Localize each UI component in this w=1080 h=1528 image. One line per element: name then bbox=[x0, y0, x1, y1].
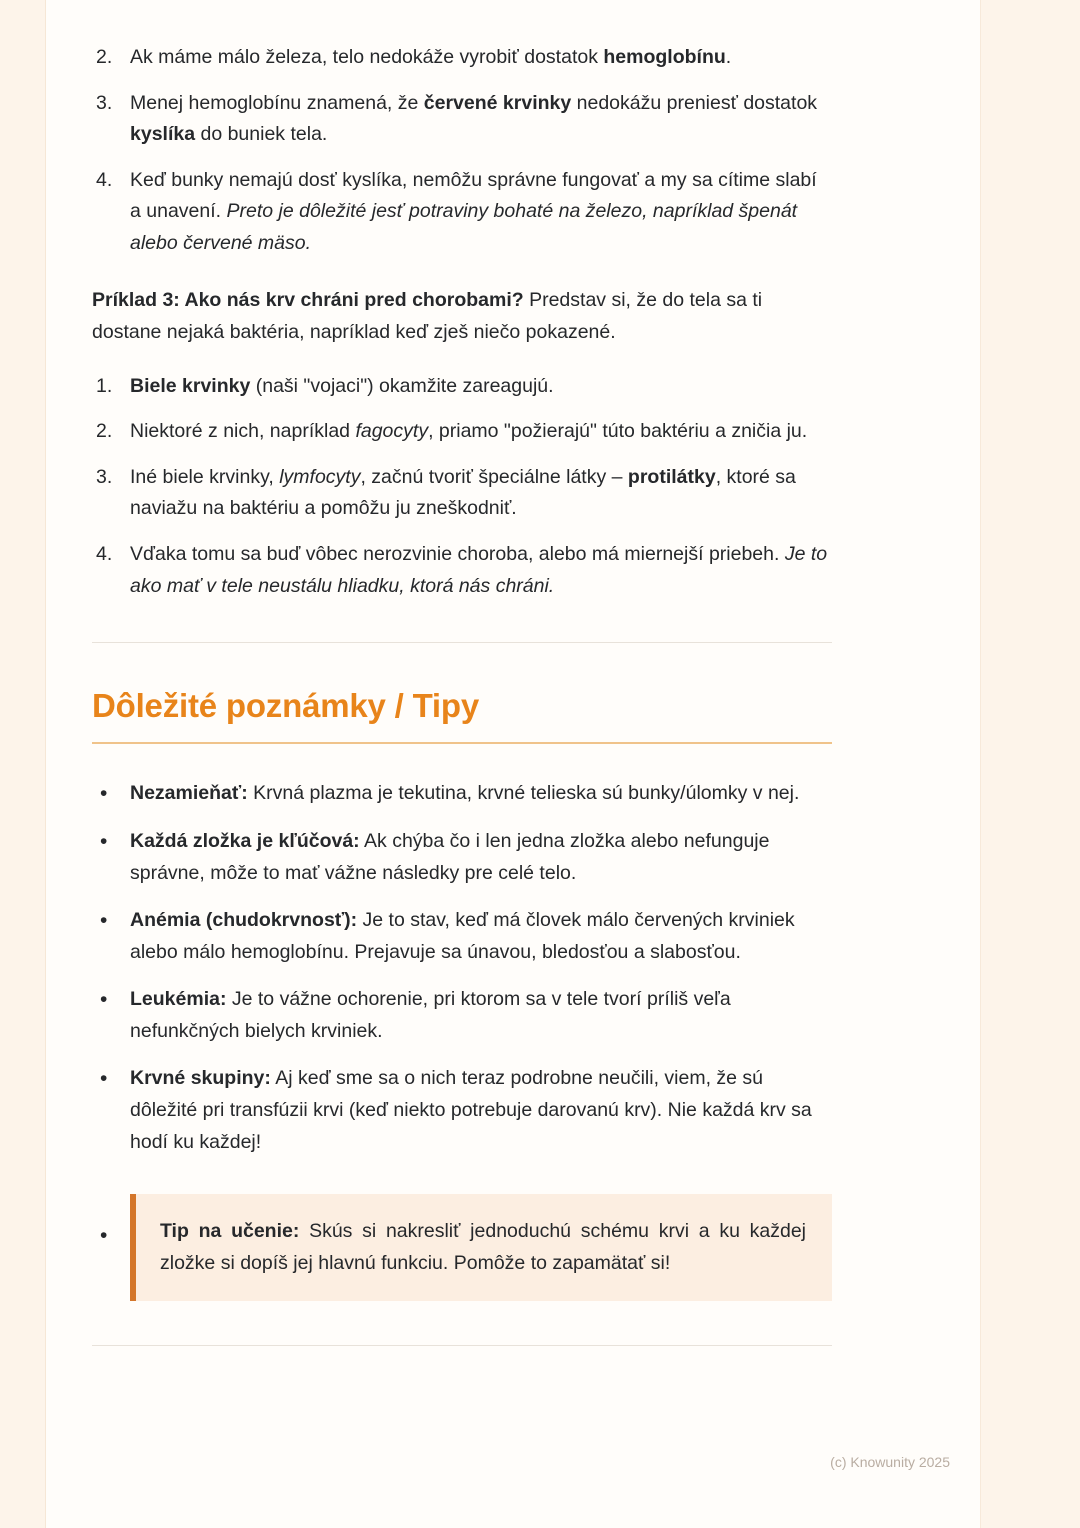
learning-tip-callout bbox=[130, 1194, 832, 1301]
text-run: , začnú tvoriť špeciálne látky – bbox=[360, 465, 628, 488]
text-run: Anémia (chudokrvnosť): bbox=[130, 909, 358, 932]
numbered-list-iron bbox=[92, 42, 832, 259]
title-underline bbox=[92, 742, 832, 744]
list-marker: 3. bbox=[96, 465, 113, 488]
list-marker: 2. bbox=[96, 46, 113, 68]
text-run: nedokážu preniesť dostatok bbox=[571, 91, 818, 114]
list-item bbox=[92, 1063, 832, 1158]
text-run: hemoglobínu bbox=[603, 46, 726, 68]
text-run: , ktoré sa naviažu na baktériu a pomôžu ju zneškodniť. bbox=[130, 465, 796, 520]
list-item bbox=[92, 826, 832, 889]
list-item bbox=[92, 778, 832, 810]
list-item bbox=[92, 371, 832, 403]
text-run: (naši "vojaci") okamžite zareagujú. bbox=[250, 374, 554, 397]
numbered-list-immunity bbox=[92, 371, 832, 602]
list-item-text bbox=[130, 543, 827, 597]
text-run: Vďaka tomu sa buď vôbec nerozvinie choroba, alebo má miernejší priebeh. bbox=[130, 542, 785, 565]
text-run: Je to ako mať v tele neustálu hliadku, ktorá nás chráni. bbox=[130, 542, 828, 597]
list-item bbox=[92, 42, 832, 74]
text-run: Príklad 3: Ako nás krv chráni pred chorobami? bbox=[92, 289, 524, 312]
text-run: Predstav si, že do tela sa ti dostane nejaká baktéria, napríklad keď zješ niečo pokazené. bbox=[92, 289, 763, 344]
text-run: Menej hemoglobínu znamená, že bbox=[130, 91, 424, 114]
text-run: Iné biele krvinky, bbox=[130, 465, 280, 488]
document-content bbox=[92, 42, 832, 1346]
list-marker: 4. bbox=[96, 168, 113, 191]
example-3-paragraph bbox=[92, 285, 832, 348]
text-run: Biele krvinky bbox=[130, 374, 251, 397]
text-run: červené krvinky bbox=[423, 91, 572, 114]
list-item-text bbox=[130, 169, 817, 254]
list-marker: 1. bbox=[96, 374, 113, 397]
text-run: Každá zložka je kľúčová: bbox=[130, 829, 360, 852]
text-run: Krvné skupiny: bbox=[130, 1067, 271, 1090]
text-run: Ak máme málo železa, telo nedokáže vyrobiť dostatok bbox=[130, 46, 604, 68]
tips-list bbox=[92, 778, 832, 1158]
text-run: . bbox=[725, 46, 732, 68]
section-divider bbox=[92, 642, 832, 643]
list-item-text bbox=[130, 375, 554, 397]
text-run: protilátky bbox=[627, 465, 716, 488]
list-marker: 2. bbox=[96, 420, 113, 443]
list-item bbox=[92, 165, 832, 260]
text-run: Niektoré z nich, napríklad bbox=[130, 420, 356, 443]
text-run: do buniek tela. bbox=[195, 123, 328, 146]
text-run: Je to stav, keď má človek málo červených krviniek alebo málo hemoglobínu. Prejavuje sa únavou, bledosťou a slabosťou. bbox=[130, 909, 795, 963]
list-marker: 3. bbox=[96, 91, 113, 114]
text-run: , priamo "požierajú" túto baktériu a zničia ju. bbox=[428, 420, 808, 443]
text-run: Tip na učenie: bbox=[160, 1220, 300, 1243]
list-item bbox=[92, 984, 832, 1047]
text-run: Je to vážne ochorenie, pri ktorom sa v tele tvorí príliš veľa nefunkčných bielych krviniek. bbox=[130, 988, 731, 1042]
text-run: fagocyty bbox=[355, 420, 429, 443]
text-run: Keď bunky nemajú dosť kyslíka, nemôžu správne fungovať a my sa cítime slabí a unavení. bbox=[130, 168, 817, 223]
list-item-text bbox=[130, 46, 731, 68]
text-run: Leukémia: bbox=[130, 988, 227, 1011]
list-item bbox=[92, 539, 832, 602]
text-run: Krvná plazma je tekutina, krvné telieska sú bunky/úlomky v nej. bbox=[247, 782, 800, 805]
list-item bbox=[92, 462, 832, 525]
text-run: kyslíka bbox=[130, 123, 196, 146]
bottom-divider bbox=[92, 1345, 832, 1346]
copyright-footer: (c) Knowunity 2025 bbox=[830, 1454, 950, 1470]
list-marker: 4. bbox=[96, 542, 113, 565]
text-run: Preto je dôležité jesť potraviny bohaté na železo, napríklad špenát alebo červené mäso. bbox=[130, 200, 798, 254]
text-run: Aj keď sme sa o nich teraz podrobne neučili, viem, že sú dôležité pri transfúzii krvi (keď niekto potrebuje darovanú krv). Nie každá krv sa hodí ku každej! bbox=[130, 1067, 812, 1153]
list-item-text bbox=[130, 420, 807, 442]
text-run: Nezamieňať: bbox=[130, 782, 248, 805]
text-run: lymfocyty bbox=[279, 465, 361, 488]
text-run: Ak chýba čo i len jedna zložka alebo nefunguje správne, môže to mať vážne následky pre celé telo. bbox=[130, 829, 770, 884]
list-item-text bbox=[130, 466, 796, 520]
list-item bbox=[92, 88, 832, 151]
text-run: Skús si nakresliť jednoduchú schému krvi a ku každej zložke si dopíš jej hlavnú funkciu. Pomôže to zapamätať si! bbox=[160, 1220, 807, 1274]
left-margin-strip bbox=[0, 0, 46, 1528]
tip-box-list-item bbox=[92, 1194, 832, 1301]
list-item bbox=[92, 905, 832, 968]
list-item-text bbox=[130, 92, 817, 146]
list-item bbox=[92, 416, 832, 448]
right-margin-strip bbox=[980, 0, 1080, 1528]
page-title: Dôležité poznámky / Tipy bbox=[92, 687, 480, 725]
